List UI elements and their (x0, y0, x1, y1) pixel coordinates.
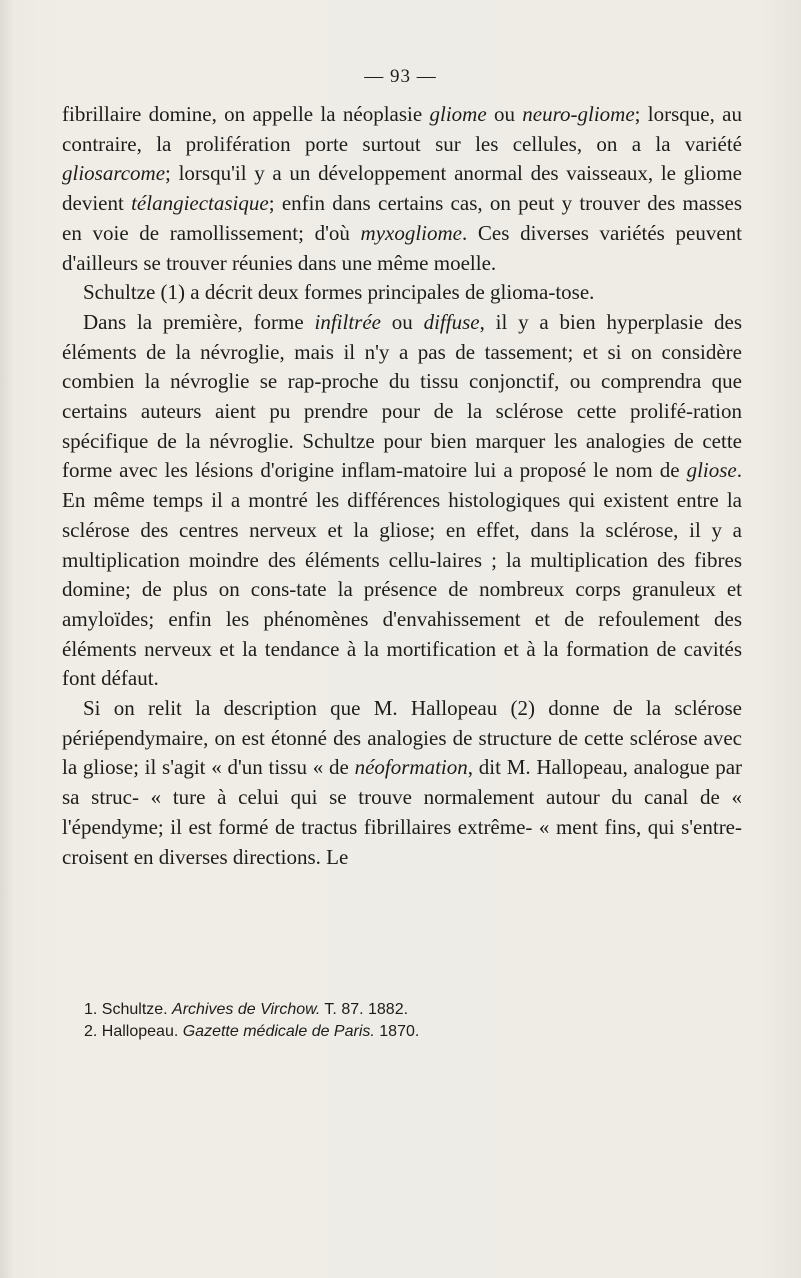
text-run: Si on relit la description que M. Hallopeau (2) donne de la sclérose périépendymaire, on est étonné des analogies de structure de cette sclérose avec la gliose; il s'agit « d'un tissu « de (62, 696, 742, 780)
footnote (84, 1021, 744, 1043)
paragraph (62, 100, 742, 278)
text-run: Dans la première, forme (83, 309, 315, 334)
text-run: ; lorsque, au contraire, la prolifération porte surtout sur les cellules, on a la variété (62, 102, 743, 156)
text-run: , dit M. Hallopeau, analogue par sa struc- « ture à celui qui se trouve normalement autour du canal de « l'épendyme; il est formé de tractus fibrillaires extrême- « ment fins, qui s'entre-croisent en diverses directions. Le (62, 755, 743, 869)
italic-term: néoformation (354, 755, 468, 780)
text-run: ; enfin dans certains cas, on peut y trouver des masses en voie de ramollissement; d'où (62, 191, 742, 245)
text-run: ; lorsqu'il y a un développement anormal des vaisseaux, le gliome devient (62, 161, 742, 216)
paragraph (62, 308, 742, 694)
text-run: . En même temps il a montré les différences histologiques qui existent entre la sclérose des centres nerveux et la gliose; en effet, dans la sclérose, il y a multiplication moindre des éléments cellu-laires ; la multiplication des fibres domine; de plus on cons-tate la présence de nombreux corps granuleux et amyloïdes; enfin les phénomènes d'envahissement et de refoulement des éléments nerveux et la tendance à la mortification et à la formation de cavités font défaut. (62, 458, 742, 691)
italic-term: myxogliome (360, 220, 462, 245)
italic-term: Gazette médicale de Paris. (182, 1023, 375, 1040)
text-run: fibrillaire domine, on appelle la néoplasie (62, 102, 430, 126)
text-run: ou (381, 309, 424, 334)
italic-term: télangiectasique (131, 191, 269, 216)
paragraph (62, 694, 742, 872)
text-run: 1870. (374, 1023, 420, 1040)
italic-term: neuro-gliome (522, 102, 635, 126)
text-run: T. 87. 1882. (320, 1001, 409, 1018)
text-run: , il y a bien hyperplasie des éléments de la névroglie, mais il n'y a pas de tassement; et si on considère combien la névroglie se rap-proche du tissu conjonctif, ou comprendra que certains auteurs aient pu prendre pour de la sclérose cette prolifé-ration spécifique de la névroglie. Schultze pour bien marquer les analogies de cette forme avec les lésions d'origine inflam-matoire lui a proposé le nom de (62, 309, 743, 483)
text-run: 2. Hallopeau. (84, 1023, 183, 1040)
footnotes (84, 999, 744, 1043)
text-run: . Ces diverses variétés peuvent d'ailleurs se trouver réunies dans une même moelle. (62, 220, 742, 275)
italic-term: gliosarcome (62, 161, 166, 186)
text-run: Schultze (1) a décrit deux formes principales de glioma-tose. (83, 280, 595, 305)
italic-term: gliose (686, 458, 737, 483)
text-run: 1. Schultze. (84, 1001, 173, 1018)
italic-term: Archives de Virchow. (172, 1001, 321, 1018)
italic-term: gliome (429, 102, 487, 126)
body-text (62, 100, 742, 872)
footnote (84, 999, 744, 1021)
italic-term: infiltrée (314, 309, 381, 334)
text-run: ou (486, 102, 523, 126)
italic-term: diffuse (423, 309, 480, 334)
page-number: — 93 — (364, 66, 437, 87)
paragraph (62, 278, 742, 308)
